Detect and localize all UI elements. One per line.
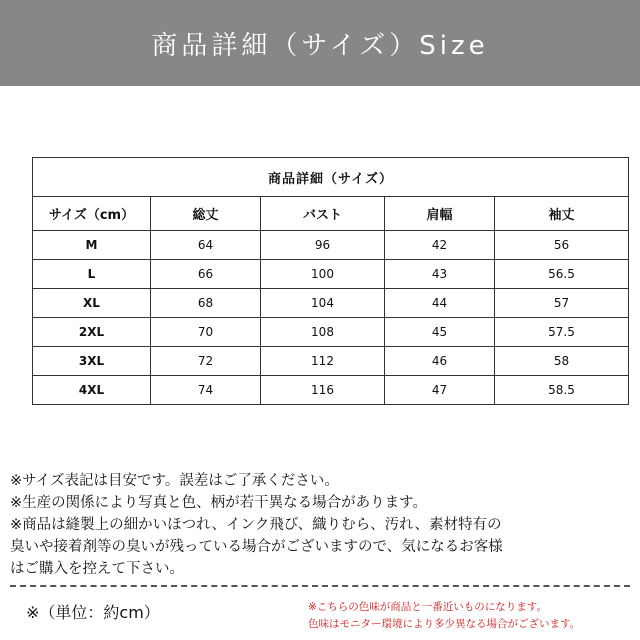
header-bust: バスト [261, 197, 385, 231]
cell-length: 74 [151, 376, 261, 405]
table-row [33, 260, 629, 289]
color-disclaimer [308, 599, 638, 633]
note-line: ※商品は縫製上の細かいほつれ、インク飛び、織りむら、汚れ、素材特有の [10, 517, 502, 533]
cell-bust: 116 [261, 376, 385, 405]
cell-size: XL [33, 289, 151, 318]
cell-length: 72 [151, 347, 261, 376]
cell-bust: 100 [261, 260, 385, 289]
banner-title: 商品詳細（サイズ）Size [151, 30, 489, 61]
cell-bust: 96 [261, 231, 385, 260]
header-length: 総丈 [151, 197, 261, 231]
note-line: はご購入を控えて下さい。 [10, 561, 184, 577]
size-table [32, 157, 629, 405]
cell-bust: 112 [261, 347, 385, 376]
cell-shoulder: 43 [385, 260, 495, 289]
cell-length: 66 [151, 260, 261, 289]
cell-sleeve: 58.5 [495, 376, 629, 405]
notes-block [10, 470, 635, 580]
cell-bust: 104 [261, 289, 385, 318]
cell-size: L [33, 260, 151, 289]
cell-sleeve: 56 [495, 231, 629, 260]
disclaimer-line: ※こちらの色味が商品と一番近いものになります。 [308, 601, 547, 613]
unit-note: ※（単位：約cm） [26, 603, 160, 622]
cell-sleeve: 57 [495, 289, 629, 318]
table-row [33, 231, 629, 260]
cell-sleeve: 58 [495, 347, 629, 376]
note-line: 臭いや接着剤等の臭いが残っている場合がございますので、気になるお客様 [10, 539, 503, 555]
header-sleeve: 袖丈 [495, 197, 629, 231]
cell-shoulder: 44 [385, 289, 495, 318]
table-row [33, 376, 629, 405]
header-size: サイズ（cm） [33, 197, 151, 231]
cell-shoulder: 47 [385, 376, 495, 405]
cell-shoulder: 42 [385, 231, 495, 260]
dashed-divider [10, 585, 630, 587]
table-row [33, 318, 629, 347]
table-row [33, 347, 629, 376]
disclaimer-line: 色味はモニター環境により多少異なる場合がございます。 [308, 618, 581, 630]
note-line: ※サイズ表記は目安です。誤差はご了承ください。 [10, 473, 339, 489]
cell-length: 64 [151, 231, 261, 260]
cell-bust: 108 [261, 318, 385, 347]
table-header-row [33, 197, 629, 231]
note-line: ※生産の関係により写真と色、柄が若干異なる場合があります。 [10, 495, 427, 511]
cell-shoulder: 45 [385, 318, 495, 347]
cell-length: 68 [151, 289, 261, 318]
cell-size: 3XL [33, 347, 151, 376]
header-banner [0, 0, 640, 86]
table-row [33, 289, 629, 318]
cell-sleeve: 57.5 [495, 318, 629, 347]
table-caption: 商品詳細（サイズ） [33, 158, 629, 197]
cell-size: M [33, 231, 151, 260]
cell-size: 4XL [33, 376, 151, 405]
cell-length: 70 [151, 318, 261, 347]
cell-size: 2XL [33, 318, 151, 347]
cell-shoulder: 46 [385, 347, 495, 376]
header-shoulder: 肩幅 [385, 197, 495, 231]
cell-sleeve: 56.5 [495, 260, 629, 289]
